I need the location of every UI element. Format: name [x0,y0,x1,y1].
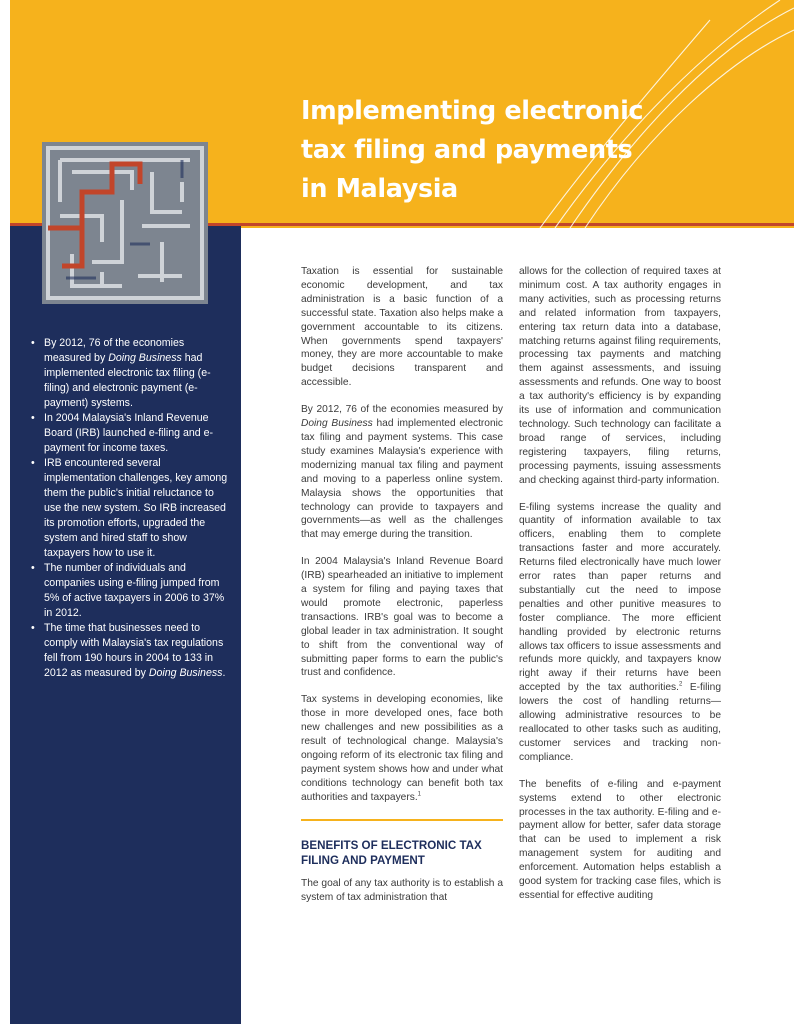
paragraph: allows for the collection of required taxes at minimum cost. A tax authority engages in many activities, such as processing returns and related information from taxpayers, entering tax return data into a database, matching returns against filing requirements, processing tax payments and matching them against assessments, and issuing assessments and refunds. One way to boost a tax authority's efficiency is by expanding its use of information and communication technology. Such technology can facilitate a broad range of services, including registering taxpayers, filing returns, processing payments, issuing assessments and checking against third-party information. [519,266,721,486]
bullet-text: The time that businesses need to comply with Malaysia's tax regulations fell from 190 hours in 2004 to 133 in 2012 as measured by [44,622,224,679]
summary-bullet [31,456,231,561]
section-divider [301,819,503,821]
summary-bullet [31,561,231,621]
paragraph: Taxation is essential for sustainable economic development, and tax administration is a basic function of a successful state. Taxation also helps make a government accountable to its citizens. When governments spend taxpayers' money, they are more accountable to make budget decisions transparent and accessible. [301,266,503,389]
summary-bullet-list [31,336,231,681]
bullet-text: The number of individuals and companies using e-filing jumped from 5% of active taxpayers in 2006 to 37% in 2012. [44,562,225,619]
bullet-text: In 2004 Malaysia's Inland Revenue Board (IRB) launched e-filing and e-payment for income taxes. [44,412,214,454]
bullet-marker: • [31,457,35,469]
summary-bullet [31,336,231,411]
paragraph-text: By 2012, 76 of the economies measured by [301,404,503,416]
title-line-3: in Malaysia [301,174,458,204]
section-heading: BENEFITS OF ELECTRONIC TAX FILING AND PAYMENT [301,838,482,867]
paragraph-italic: Doing Business [301,418,373,430]
document-page [10,0,794,1024]
page-title [301,92,721,209]
body-column-left [301,265,503,917]
bullet-marker: • [31,562,35,574]
bullet-italic: Doing Business [108,352,182,364]
paragraph: The goal of any tax authority is to establish a system of tax administration that [301,877,503,903]
bullet-marker: • [31,412,35,424]
paragraph: In 2004 Malaysia's Inland Revenue Board (IRB) spearheaded an initiative to implement a system for filing and paying taxes that would promote electronic, paperless transactions. IRB's goal was to become a global leader in tax administration. It sought to shift from the conventional way of submitting paper forms to earn the public's trust and confidence. [301,556,503,679]
body-column-right [519,265,721,916]
bullet-marker: • [31,337,35,349]
title-line-1: Implementing electronic [301,96,644,126]
bullet-text-end: had implemented electronic tax filing (e-filing) and electronic payment (e-payment) systems. [44,352,211,409]
bullet-text-end: . [222,667,226,679]
paragraph-text: Tax systems in developing economies, like those in more developed ones, face both new challenges and new possibilities as a result of technological change. Malaysia's ongoing reform of its electronic tax filing and payment system shows how and under what conditions technology can benefit both tax authorities and taxpayers. [301,694,503,803]
bullet-text: By 2012, 76 of the economies measured by [44,337,185,364]
footnote-marker: 2 [678,681,683,688]
summary-bullet [31,621,231,681]
title-line-2: tax filing and payments [301,135,633,165]
paragraph [301,403,503,542]
paragraph [301,693,503,804]
bullet-italic: Doing Business [148,667,223,679]
paragraph: The benefits of e-filing and e-payment systems extend to other electronic processes in the tax authority. E-filing and e-payment allow for better, safer data storage that can be used to implement a risk management system for auditing and enforcement. Automation helps establish a good system for tracking case files, which is essential for effective auditing [519,778,721,901]
maze-illustration [42,142,208,304]
bullet-marker: • [31,622,35,634]
bullet-text: IRB encountered several implementation challenges, key among them the public's initial reluctance to use the new system. So IRB increased its promotion efforts, upgraded the system and hired staff to show taxpayers how to use it. [44,457,228,559]
paragraph-text-end: E-filing lowers the cost of handling returns—allowing administrative resources to be reallocated to other tasks such as auditing, customer services and tracking non-compliance. [519,682,721,763]
paragraph [519,501,721,765]
paragraph-text: E-filing systems increase the quality and quantity of information available to tax officers, enabling them to complete transactions faster and more accurately. Returns filed electronically have much lower error rates than paper returns and substantially cut the need to impose penalties and other punitive measures to foster compliance. The more efficient handling provided by electronic returns allows tax officers to issue assessments and refunds more quickly, and taxpayers know right away if their returns have been accepted by the tax authorities. [519,501,721,694]
summary-bullet [31,411,231,456]
footnote-marker: 1 [417,791,422,798]
paragraph-text-end: had implemented electronic tax filing and payment systems. This case study examines Malaysia's experience with modernizing manual tax filing and payment and moving to a paperless online system. Malaysia shows the opportunities that technology can provide to taxpayers and governments—as well as the challenges that may emerge during the transition. [301,418,503,541]
